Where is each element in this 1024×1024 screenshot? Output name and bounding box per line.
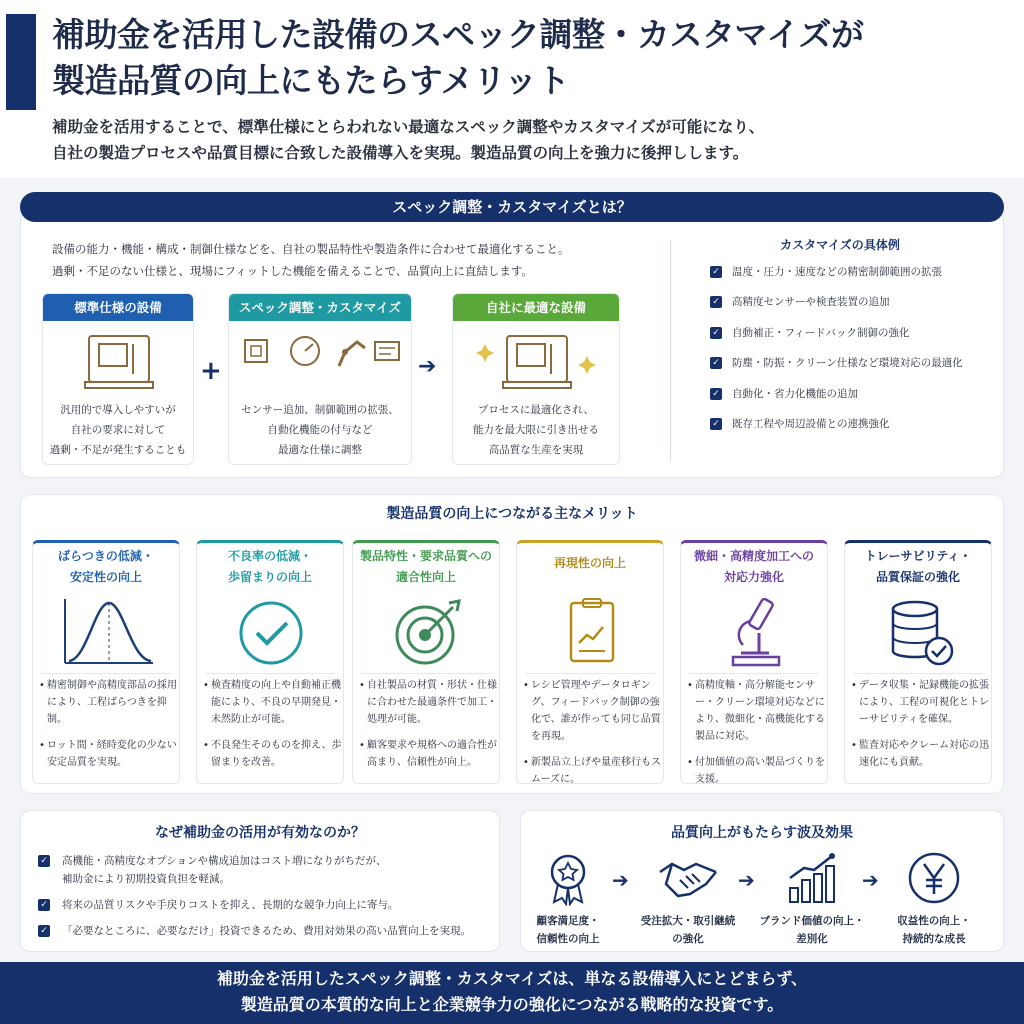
merit-bullet: • 監査対応やクレーム対応の迅速化にも貢献。 [851, 737, 991, 771]
flow-box-label: 標準仕様の設備 [43, 294, 193, 321]
merit-bullet: • 精密制御や高精度部品の採用により、工程ばらつきを抑制。 [39, 677, 179, 728]
lead-line-2: 自社の製造プロセスや品質目標に合致した設備導入を実現。製造品質の向上を強力に後押しします。 [52, 144, 749, 162]
merit-title [353, 546, 499, 588]
merit-body [359, 677, 499, 780]
footer-banner [0, 962, 1024, 1024]
flow-text-line: 自社の要求に対して [70, 424, 166, 436]
lead-text [52, 114, 1012, 166]
flow-text-line: 能力を最大限に引き出せる [473, 424, 599, 436]
merit-bullet: • 新製品立上げや量産移行もスムーズに。 [523, 754, 663, 788]
flow-text-line: 過剰・不足が発生することも [49, 444, 187, 456]
why-item-text: 将来の品質リスクや手戻りコストを抑え、長期的な競争力向上に寄与。 [62, 899, 399, 911]
custom-example-item [710, 294, 890, 310]
database-check-icon [869, 593, 969, 673]
target-icon [377, 593, 477, 673]
ripple-label [633, 912, 743, 948]
custom-example-item [710, 355, 963, 371]
merit-body [39, 677, 179, 780]
custom-example-text: 高精度センサーや検査装置の追加 [732, 296, 890, 308]
machine-icon [83, 330, 155, 394]
why-item [38, 852, 387, 888]
ripple-label-line: 持続的な成長 [902, 933, 966, 945]
arrow-right-icon: ➔ [738, 868, 755, 892]
ripple-effect-title: 品質向上がもたらす波及効果 [671, 825, 853, 841]
merit-card-traceability [844, 540, 992, 784]
custom-example-item [710, 325, 909, 341]
checkbox-icon: ✓ [38, 925, 50, 937]
checkbox-icon: ✓ [710, 266, 722, 278]
flow-box-label: 自社に最適な設備 [453, 294, 619, 321]
flow-text-line: 最適な仕様に調整 [278, 444, 362, 456]
merit-title-line: トレーサビリティ・ [864, 549, 972, 563]
vertical-divider [670, 240, 671, 462]
divider [853, 673, 983, 674]
plus-icon: + [200, 356, 222, 386]
merit-title-line: 再現性の向上 [553, 556, 626, 570]
merit-title [197, 546, 343, 588]
merit-bullet: • 高精度軸・高分解能センサー・クリーン環境対応などにより、微細化・高機能化する製品に対応。 [687, 677, 827, 745]
ripple-label-line: ブランド価値の向上・ [759, 915, 865, 927]
merit-title-line: 歩留まりの向上 [227, 570, 312, 584]
flow-text-line: 汎用的で導入しやすいが [60, 404, 176, 416]
section-merits-heading: 製造品質の向上につながる主なメリット [386, 506, 638, 522]
merit-bullet: • 顧客要求や規格への適合性が高まり、信頼性が向上。 [359, 737, 499, 771]
merit-body [203, 677, 343, 780]
merit-title-line: 不良率の低減・ [227, 549, 312, 563]
medal-icon [540, 850, 596, 906]
growth-chart-icon [784, 850, 840, 906]
merit-title-line: 対応力強化 [723, 570, 784, 584]
merit-bullet: • ロット間・経時変化の少ない安定品質を実現。 [39, 737, 179, 771]
flow-box-label: スペック調整・カスタマイズ [229, 294, 411, 321]
merit-title-line: 品質保証の強化 [875, 570, 960, 584]
flow-box-text [453, 400, 619, 460]
checkbox-icon: ✓ [38, 855, 50, 867]
checkbox-icon: ✓ [710, 388, 722, 400]
page-title [52, 12, 1012, 104]
why-item-text: 「必要なところに、必要なだけ」投資できるため、費用対効果の高い品質向上を実現。 [62, 925, 472, 937]
why-item [38, 896, 398, 914]
checkbox-icon: ✓ [38, 899, 50, 911]
merit-title-line: 製品特性・要求品質への [359, 549, 492, 563]
merit-card-reproducibility [516, 540, 664, 784]
ripple-label [757, 912, 867, 948]
merit-card-conformance [352, 540, 500, 784]
divider [689, 673, 819, 674]
merit-title [845, 546, 991, 588]
ripple-label [879, 912, 989, 948]
why-subsidy-title: なぜ補助金の活用が有効なのか？ [155, 825, 365, 841]
checkbox-icon: ✓ [710, 357, 722, 369]
footer-line-2: 製造品質の本質的な向上と企業競争力の強化につながる戦略的な投資です。 [240, 995, 784, 1014]
checkbox-icon: ✓ [710, 296, 722, 308]
custom-examples-title: カスタマイズの具体例 [780, 238, 900, 252]
arrow-right-icon: ➔ [418, 354, 437, 379]
merit-card-defect [196, 540, 344, 784]
checkbox-icon: ✓ [710, 418, 722, 430]
ripple-label-line: 受注拡大・取引継続 [640, 915, 736, 927]
flow-text-line: 高品質な生産を実現 [488, 444, 584, 456]
merit-title-line: 微細・高精度加工への [693, 549, 814, 563]
bell-curve-icon [57, 593, 157, 673]
title-line-2: 製造品質の向上にもたらすメリット [52, 61, 570, 100]
custom-example-item [710, 386, 858, 402]
why-item-text: 高機能・高精度なオプションや構成追加はコスト増になりがちだが、 [62, 855, 387, 867]
handshake-icon [656, 850, 720, 906]
flow-box-optimal [452, 293, 620, 465]
clipboard-chart-icon [541, 593, 641, 673]
ripple-label-line: 収益性の向上・ [897, 915, 971, 927]
footer-line-1: 補助金を活用したスペック調整・カスタマイズは、単なる設備導入にとどまらず、 [216, 969, 808, 988]
yen-icon [906, 850, 962, 906]
merit-title-line: 安定性の向上 [69, 570, 142, 584]
merit-card-precision [680, 540, 828, 784]
merit-bullet: • データ収集・記録機能の拡張により、工程の可視化とトレーサビリティを確保。 [851, 677, 991, 728]
merit-bullet: • 付加価値の高い製品づくりを支援。 [687, 754, 827, 788]
divider [205, 673, 335, 674]
custom-example-text: 防塵・防振・クリーン仕様など環境対応の最適化 [732, 357, 963, 369]
ripple-label-line: 差別化 [796, 933, 828, 945]
merit-card-variation [32, 540, 180, 784]
custom-example-item [710, 416, 890, 432]
desc-line-2: 過剰・不足のない仕様と、現場にフィットした機能を備えることで、品質向上に直結します。 [52, 264, 533, 278]
merit-body [851, 677, 991, 780]
ripple-label-line: 信頼性の向上 [536, 933, 600, 945]
ripple-label-line: 顧客満足度・ [536, 915, 600, 927]
flow-box-standard [42, 293, 194, 465]
flow-box-text [229, 400, 411, 460]
merit-bullet: • 検査精度の向上や自動補正機能により、不良の早期発見・未然防止が可能。 [203, 677, 343, 728]
ripple-label [513, 912, 623, 948]
header [0, 0, 1024, 178]
why-item [38, 922, 471, 940]
section-customize-description [52, 238, 652, 282]
merit-title-line: ばらつきの低減・ [58, 549, 154, 563]
merit-title-line: 適合性向上 [395, 570, 456, 584]
title-accent-bar [6, 14, 36, 110]
customize-tools-icon [239, 332, 403, 372]
title-line-1: 補助金を活用した設備のスペック調整・カスタマイズが [52, 15, 864, 54]
merit-body [523, 677, 663, 797]
merit-title [681, 546, 827, 588]
section-customize-heading: スペック調整・カスタマイズとは？ [20, 192, 1004, 222]
arrow-right-icon: ➔ [862, 868, 879, 892]
flow-text-line: 自動化機能の付与など [267, 424, 373, 436]
checkbox-icon: ✓ [710, 327, 722, 339]
flow-box-text [43, 400, 193, 460]
merit-title [33, 546, 179, 588]
microscope-icon [705, 593, 805, 673]
check-circle-icon [221, 593, 321, 673]
lead-line-1: 補助金を活用することで、標準仕様にとらわれない最適なスペック調整やカスタマイズが可能になり、 [52, 118, 765, 136]
divider [41, 673, 171, 674]
divider [525, 673, 655, 674]
custom-example-text: 自動補正・フィードバック制御の強化 [732, 327, 910, 339]
merit-title [517, 553, 663, 574]
why-item-text: 補助金により初期投資負担を軽減。 [62, 873, 230, 885]
merit-bullet: • レシピ管理やデータロギング、フィードバック制御の強化で、誰が作っても同じ品質を再現。 [523, 677, 663, 745]
custom-example-item [710, 264, 942, 280]
ripple-label-line: の強化 [672, 933, 704, 945]
desc-line-1: 設備の能力・機能・構成・制御仕様などを、自社の製品特性や製造条件に合わせて最適化すること。 [52, 242, 570, 256]
divider [361, 673, 491, 674]
flow-box-customize [228, 293, 412, 465]
merit-body [687, 677, 827, 797]
flow-text-line: センサー追加、制御範囲の拡張、 [241, 404, 399, 416]
custom-example-text: 温度・圧力・速度などの精密制御範囲の拡張 [732, 266, 942, 278]
flow-text-line: プロセスに最適化され、 [477, 404, 595, 416]
merit-bullet: • 不良発生そのものを抑え、歩留まりを改善。 [203, 737, 343, 771]
merit-bullet: • 自社製品の材質・形状・仕様に合わせた最適条件で加工・処理が可能。 [359, 677, 499, 728]
optimized-machine-icon [475, 330, 599, 394]
arrow-right-icon: ➔ [612, 868, 629, 892]
custom-example-text: 既存工程や周辺設備との連携強化 [732, 418, 890, 430]
custom-example-text: 自動化・省力化機能の追加 [732, 388, 858, 400]
